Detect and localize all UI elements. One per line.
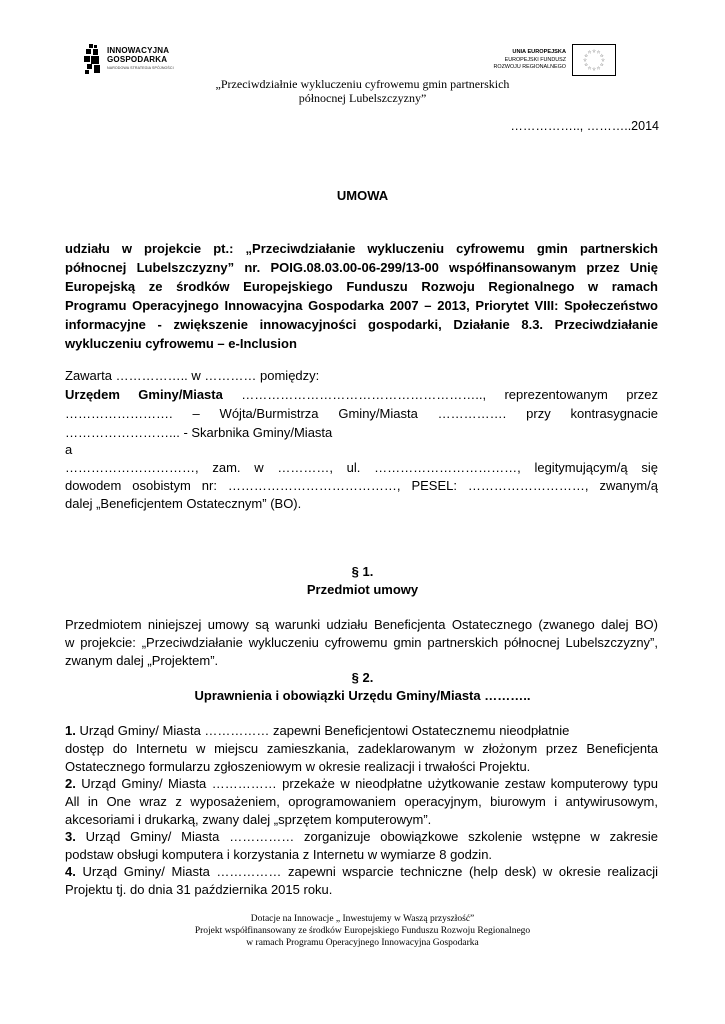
eu-star-icon: ☆ — [591, 49, 597, 55]
parties-line — [65, 385, 658, 404]
item-number: 4. — [65, 864, 76, 879]
subject-line: udziału w projekcie pt.: „Przeciwdziałanie wykluczeniu cyfrowemu gmin partnerskich — [65, 241, 658, 256]
logo-text-innowacyjna: INNOWACYJNA — [107, 46, 170, 55]
eu-star-icon: ☆ — [600, 58, 606, 64]
eu-flag-icon — [572, 44, 616, 76]
header-subtitle-line2: północnej Lubelszczyzny” — [298, 91, 427, 105]
eu-star-icon: ☆ — [599, 63, 604, 68]
section2-item-2 — [65, 774, 658, 793]
eu-star-icon: ☆ — [584, 54, 589, 59]
eu-text-unia: UNIA EUROPEJSKA — [512, 49, 566, 55]
section1-line: Przedmiotem niniejszej umowy są warunki udziału Beneficjenta Ostatecznego (zwanego dalej BO) — [65, 617, 658, 632]
item-number: 2. — [65, 776, 76, 791]
subject-line: informacyjne - zwiększenie innowacyjności gospodarki, Działanie 8.3. Przeciwdziałanie — [65, 317, 658, 332]
section2-number: § 2. — [351, 670, 374, 685]
eu-star-icon: ☆ — [596, 66, 601, 72]
parties-line: dowodem osobistym nr: …………………………………, PESEL: ………………………, zwanym/ą — [65, 478, 658, 493]
eu-star-icon: ☆ — [584, 63, 589, 68]
document-title: UMOWA — [336, 188, 389, 203]
subject-line: Europejską ze środków Europejskiego Funduszu Rozwoju Regionalnego w ramach — [65, 279, 658, 294]
item-text: Urząd Gminy/ Miasta …………… przekaże w nieodpłatne użytkowanie zestaw komputerowy typu — [75, 776, 658, 791]
eu-star-icon: ☆ — [587, 66, 592, 72]
section2-item-1 — [65, 721, 658, 740]
subject-line: wykluczeniu cyfrowemu – e-Inclusion — [65, 336, 297, 351]
eu-star-icon: ☆ — [596, 50, 601, 56]
section2-item-3 — [65, 827, 658, 846]
parties-line: ……………………. – Wójta/Burmistrza Gminy/Miasta ……………. przy kontrasygnacie — [65, 406, 658, 421]
eu-star-icon: ☆ — [587, 50, 592, 56]
section1-number: § 1. — [351, 564, 374, 579]
item-number: 1. — [65, 723, 76, 738]
section2-item-4 — [65, 862, 658, 881]
item-text: Urząd Gminy/ Miasta …………… zapewni Beneficjentowi Ostatecznemu nieodpłatnie — [75, 723, 570, 738]
place-date: …………….., ………..2014 — [510, 119, 659, 133]
header-subtitle-line1: „Przeciwdziałnie wykluczeniu cyfrowemu gmin partnerskich — [215, 77, 510, 91]
subject-line: Programu Operacyjnego Innowacyjna Gospodarka 2007 – 2013, Priorytet VIII: Społeczeństwo — [65, 298, 658, 313]
parties-line: ……………………... - Skarbnika Gminy/Miasta — [65, 425, 333, 440]
eu-logo — [480, 44, 616, 78]
section1-heading: Przedmiot umowy — [306, 582, 419, 597]
innowacyjna-gospodarka-logo — [83, 44, 193, 76]
footer-line1: Dotacje na Innowacje „ Inwestujemy w Waszą przyszłość” — [250, 914, 475, 924]
parties-line: …………………………, zam. w …………, ul. ……………………………, legitymującym/ą się — [65, 460, 658, 475]
section1-line: zwanym dalej „Projektem”. — [65, 653, 219, 668]
parties-line: Zawarta …………….. w ………… pomiędzy: — [65, 368, 320, 383]
eu-star-icon: ☆ — [591, 67, 597, 73]
item-text: Urząd Gminy/ Miasta …………… zorganizuje obowiązkowe szkolenie wstępne w zakresie — [75, 829, 658, 844]
urzad-label: Urzędem Gminy/Miasta — [65, 387, 223, 402]
parties-line-rest: ……………………………………………….., reprezentowanym przez — [222, 387, 658, 402]
eu-text-fundusz: EUROPEJSKI FUNDUSZ — [504, 57, 566, 63]
logo-text-gospodarka: GOSPODARKA — [107, 55, 168, 64]
item-number: 3. — [65, 829, 76, 844]
section1-line: w projekcie: „Przeciwdziałanie wykluczeniu cyfrowemu gmin partnerskich północnej Lubelszczyzny”, — [65, 635, 658, 650]
subject-line: północnej Lubelszczyzny” nr. POIG.08.03.00-06-299/13-00 współfinansowanym przez Unię — [65, 260, 658, 275]
section2-line: Projektu tj. do dnia 31 października 2015 roku. — [65, 882, 333, 897]
footer-line3: w ramach Programu Operacyjnego Innowacyjna Gospodarka — [246, 938, 479, 948]
section2-line: podstaw obsługi komputera i korzystania z Internetu w wymiarze 8 godzin. — [65, 847, 493, 862]
eu-star-icon: ☆ — [599, 54, 604, 59]
section2-line: Ostatecznego formularzu zgłoszeniowym w okresie realizacji i trwałości Projektu. — [65, 759, 531, 774]
parties-line: a — [65, 442, 73, 457]
item-text: Urząd Gminy/ Miasta …………… zapewni wsparcie techniczne (help desk) w okresie realizacji — [75, 864, 658, 879]
section2-line: akcesoriami i drukarką, zwany dalej „sprzętem komputerowym”. — [65, 812, 432, 827]
section2-line: All in One wraz z wyposażeniem, oprogramowaniem operacyjnym, biurowym i antywirusowym, — [65, 794, 658, 809]
eu-text-rozwoju: ROZWOJU REGIONALNEGO — [493, 64, 566, 70]
parties-line: dalej „Beneficjentem Ostatecznym” (BO). — [65, 496, 302, 511]
logo-text-nss: NARODOWA STRATEGIA SPÓJNOŚCI — [107, 66, 174, 70]
eu-star-icon: ☆ — [582, 58, 588, 64]
section2-heading: Uprawnienia i obowiązki Urzędu Gminy/Miasta ……….. — [194, 688, 531, 703]
footer-line2: Projekt współfinansowany ze środków Europejskiego Funduszu Rozwoju Regionalnego — [194, 926, 531, 936]
section2-line: dostęp do Internetu w miejscu zamieszkania, zadeklarowanym w złożonym przez Beneficjenta — [65, 741, 658, 756]
innowacyjna-gospodarka-emblem-icon — [83, 44, 103, 74]
